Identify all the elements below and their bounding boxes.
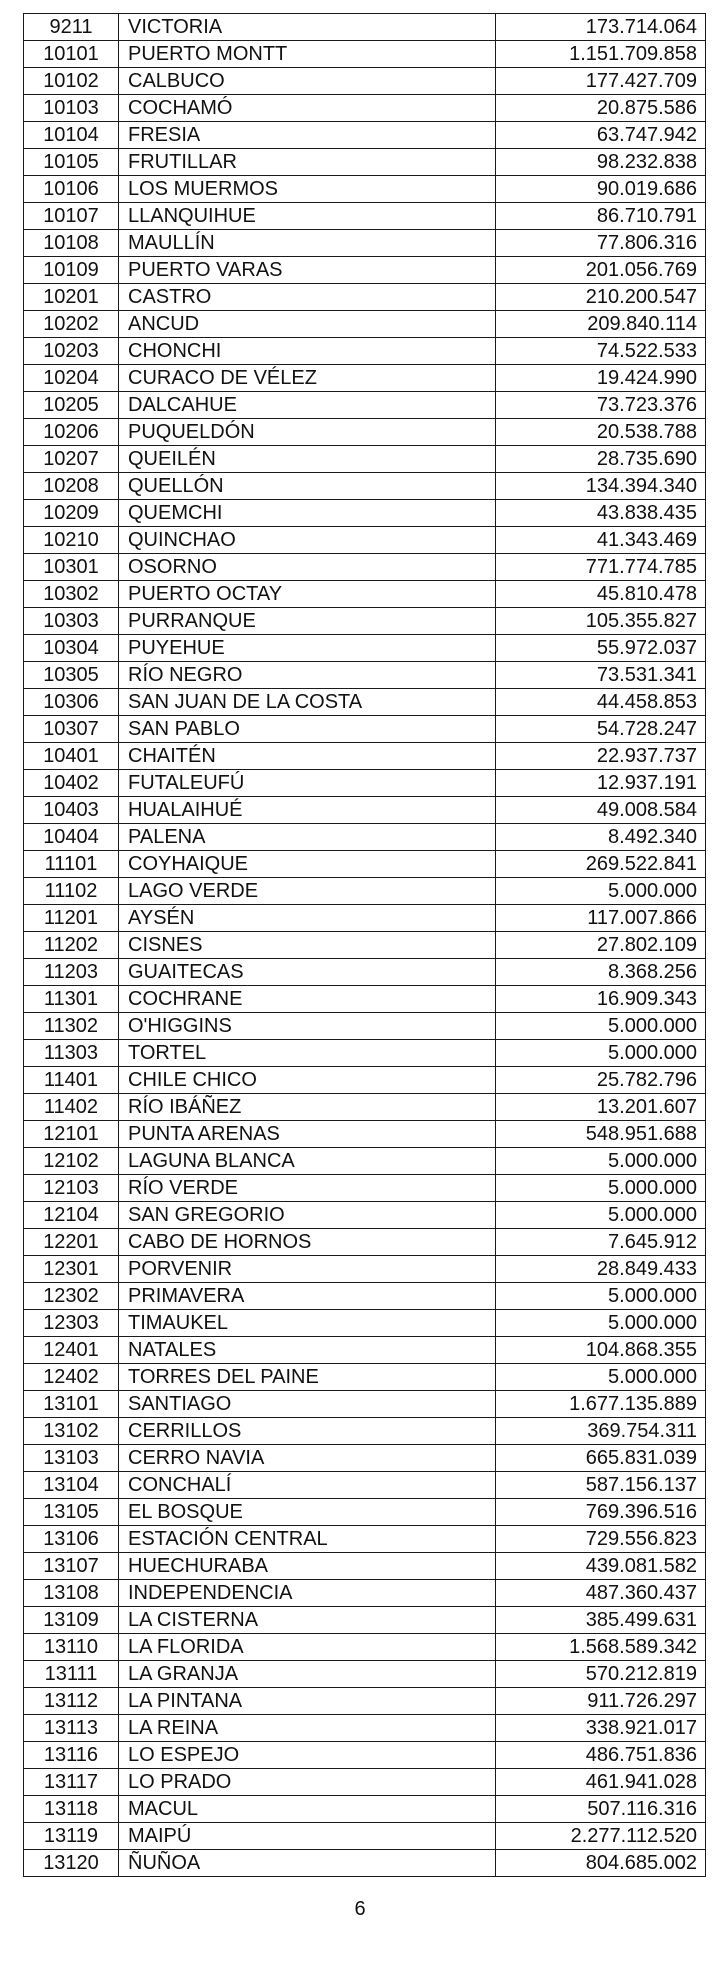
amount-cell: 19.424.990 bbox=[496, 365, 706, 392]
table-row bbox=[24, 1418, 706, 1445]
table-row bbox=[24, 1715, 706, 1742]
amount-cell: 13.201.607 bbox=[496, 1094, 706, 1121]
table-row bbox=[24, 1040, 706, 1067]
amount-cell: 771.774.785 bbox=[496, 554, 706, 581]
commune-code-cell: 11202 bbox=[24, 932, 119, 959]
commune-code-cell: 11203 bbox=[24, 959, 119, 986]
commune-name-cell: CHILE CHICO bbox=[119, 1067, 496, 1094]
table-row bbox=[24, 1742, 706, 1769]
amount-cell: 28.735.690 bbox=[496, 446, 706, 473]
amount-cell: 486.751.836 bbox=[496, 1742, 706, 1769]
amount-cell: 5.000.000 bbox=[496, 1283, 706, 1310]
table-row bbox=[24, 500, 706, 527]
table-row bbox=[24, 1256, 706, 1283]
table-row bbox=[24, 284, 706, 311]
commune-code-cell: 10304 bbox=[24, 635, 119, 662]
amount-cell: 43.838.435 bbox=[496, 500, 706, 527]
amount-cell: 385.499.631 bbox=[496, 1607, 706, 1634]
page-number: 6 bbox=[354, 1898, 366, 1920]
commune-code-cell: 11302 bbox=[24, 1013, 119, 1040]
commune-name-cell: CERRILLOS bbox=[119, 1418, 496, 1445]
commune-name-cell: COCHAMÓ bbox=[119, 95, 496, 122]
amount-cell: 74.522.533 bbox=[496, 338, 706, 365]
table-row bbox=[24, 797, 706, 824]
table-row bbox=[24, 1661, 706, 1688]
commune-code-cell: 10307 bbox=[24, 716, 119, 743]
table-row bbox=[24, 203, 706, 230]
commune-name-cell: PUERTO VARAS bbox=[119, 257, 496, 284]
amount-cell: 16.909.343 bbox=[496, 986, 706, 1013]
commune-name-cell: EL BOSQUE bbox=[119, 1499, 496, 1526]
commune-name-cell: CABO DE HORNOS bbox=[119, 1229, 496, 1256]
table-row bbox=[24, 1391, 706, 1418]
amount-cell: 769.396.516 bbox=[496, 1499, 706, 1526]
commune-code-cell: 11402 bbox=[24, 1094, 119, 1121]
commune-code-cell: 13105 bbox=[24, 1499, 119, 1526]
table-row bbox=[24, 14, 706, 41]
amount-cell: 5.000.000 bbox=[496, 1148, 706, 1175]
commune-code-cell: 10306 bbox=[24, 689, 119, 716]
table-row bbox=[24, 1634, 706, 1661]
amount-cell: 63.747.942 bbox=[496, 122, 706, 149]
amount-cell: 77.806.316 bbox=[496, 230, 706, 257]
commune-name-cell: CHONCHI bbox=[119, 338, 496, 365]
commune-code-cell: 11303 bbox=[24, 1040, 119, 1067]
amount-cell: 5.000.000 bbox=[496, 1013, 706, 1040]
amount-cell: 41.343.469 bbox=[496, 527, 706, 554]
commune-name-cell: CERRO NAVIA bbox=[119, 1445, 496, 1472]
amount-cell: 7.645.912 bbox=[496, 1229, 706, 1256]
table-row bbox=[24, 446, 706, 473]
table-row bbox=[24, 338, 706, 365]
table-row bbox=[24, 1688, 706, 1715]
table-row bbox=[24, 608, 706, 635]
commune-name-cell: LO PRADO bbox=[119, 1769, 496, 1796]
commune-code-cell: 11102 bbox=[24, 878, 119, 905]
commune-code-cell: 13104 bbox=[24, 1472, 119, 1499]
table-row bbox=[24, 41, 706, 68]
table-row bbox=[24, 176, 706, 203]
commune-name-cell: PUQUELDÓN bbox=[119, 419, 496, 446]
commune-name-cell: QUEILÉN bbox=[119, 446, 496, 473]
commune-name-cell: SANTIAGO bbox=[119, 1391, 496, 1418]
commune-code-cell: 10102 bbox=[24, 68, 119, 95]
commune-name-cell: LOS MUERMOS bbox=[119, 176, 496, 203]
amount-cell: 911.726.297 bbox=[496, 1688, 706, 1715]
commune-name-cell: QUINCHAO bbox=[119, 527, 496, 554]
table-row bbox=[24, 257, 706, 284]
commune-name-cell: FRUTILLAR bbox=[119, 149, 496, 176]
commune-name-cell: FUTALEUFÚ bbox=[119, 770, 496, 797]
table-row bbox=[24, 95, 706, 122]
commune-name-cell: DALCAHUE bbox=[119, 392, 496, 419]
amount-cell: 461.941.028 bbox=[496, 1769, 706, 1796]
amount-cell: 86.710.791 bbox=[496, 203, 706, 230]
commune-code-cell: 10208 bbox=[24, 473, 119, 500]
table-row bbox=[24, 1823, 706, 1850]
commune-code-cell: 13111 bbox=[24, 1661, 119, 1688]
amount-cell: 45.810.478 bbox=[496, 581, 706, 608]
amount-cell: 20.538.788 bbox=[496, 419, 706, 446]
commune-code-cell: 13108 bbox=[24, 1580, 119, 1607]
commune-code-cell: 13103 bbox=[24, 1445, 119, 1472]
amount-cell: 5.000.000 bbox=[496, 1175, 706, 1202]
commune-name-cell: ÑUÑOA bbox=[119, 1850, 496, 1877]
table-row bbox=[24, 1310, 706, 1337]
commune-code-cell: 13112 bbox=[24, 1688, 119, 1715]
commune-name-cell: SAN GREGORIO bbox=[119, 1202, 496, 1229]
commune-code-cell: 13113 bbox=[24, 1715, 119, 1742]
commune-name-cell: COYHAIQUE bbox=[119, 851, 496, 878]
amount-cell: 8.368.256 bbox=[496, 959, 706, 986]
table-row bbox=[24, 689, 706, 716]
commune-name-cell: QUEMCHI bbox=[119, 500, 496, 527]
amount-cell: 25.782.796 bbox=[496, 1067, 706, 1094]
commune-name-cell: SAN PABLO bbox=[119, 716, 496, 743]
commune-code-cell: 10204 bbox=[24, 365, 119, 392]
commune-code-cell: 10104 bbox=[24, 122, 119, 149]
table-row bbox=[24, 122, 706, 149]
commune-code-cell: 10404 bbox=[24, 824, 119, 851]
table-row bbox=[24, 1553, 706, 1580]
commune-name-cell: FRESIA bbox=[119, 122, 496, 149]
amount-cell: 49.008.584 bbox=[496, 797, 706, 824]
amount-cell: 209.840.114 bbox=[496, 311, 706, 338]
commune-code-cell: 11401 bbox=[24, 1067, 119, 1094]
table-row bbox=[24, 1526, 706, 1553]
table-row bbox=[24, 527, 706, 554]
table-row bbox=[24, 905, 706, 932]
amount-cell: 269.522.841 bbox=[496, 851, 706, 878]
amount-cell: 369.754.311 bbox=[496, 1418, 706, 1445]
amount-cell: 1.568.589.342 bbox=[496, 1634, 706, 1661]
amount-cell: 8.492.340 bbox=[496, 824, 706, 851]
table-row bbox=[24, 311, 706, 338]
commune-name-cell: MAULLÍN bbox=[119, 230, 496, 257]
commune-name-cell: CURACO DE VÉLEZ bbox=[119, 365, 496, 392]
commune-code-cell: 12401 bbox=[24, 1337, 119, 1364]
table-row bbox=[24, 743, 706, 770]
commune-name-cell: GUAITECAS bbox=[119, 959, 496, 986]
table-row bbox=[24, 716, 706, 743]
commune-name-cell: LA REINA bbox=[119, 1715, 496, 1742]
commune-code-cell: 10207 bbox=[24, 446, 119, 473]
amount-cell: 5.000.000 bbox=[496, 1364, 706, 1391]
amount-cell: 487.360.437 bbox=[496, 1580, 706, 1607]
commune-code-cell: 12402 bbox=[24, 1364, 119, 1391]
commune-code-cell: 10301 bbox=[24, 554, 119, 581]
amount-cell: 28.849.433 bbox=[496, 1256, 706, 1283]
amount-cell: 177.427.709 bbox=[496, 68, 706, 95]
commune-code-cell: 10402 bbox=[24, 770, 119, 797]
table-row bbox=[24, 1607, 706, 1634]
table-row bbox=[24, 554, 706, 581]
commune-code-cell: 13120 bbox=[24, 1850, 119, 1877]
commune-name-cell: MACUL bbox=[119, 1796, 496, 1823]
commune-code-cell: 10103 bbox=[24, 95, 119, 122]
commune-code-cell: 13118 bbox=[24, 1796, 119, 1823]
commune-name-cell: PORVENIR bbox=[119, 1256, 496, 1283]
table-row bbox=[24, 1337, 706, 1364]
commune-name-cell: TIMAUKEL bbox=[119, 1310, 496, 1337]
commune-code-cell: 13101 bbox=[24, 1391, 119, 1418]
table-row bbox=[24, 932, 706, 959]
commune-code-cell: 11301 bbox=[24, 986, 119, 1013]
commune-name-cell: PUYEHUE bbox=[119, 635, 496, 662]
commune-code-cell: 13119 bbox=[24, 1823, 119, 1850]
commune-code-cell: 13109 bbox=[24, 1607, 119, 1634]
commune-name-cell: LO ESPEJO bbox=[119, 1742, 496, 1769]
commune-name-cell: TORTEL bbox=[119, 1040, 496, 1067]
commune-code-cell: 12102 bbox=[24, 1148, 119, 1175]
commune-code-cell: 10201 bbox=[24, 284, 119, 311]
commune-code-cell: 10403 bbox=[24, 797, 119, 824]
table-row bbox=[24, 392, 706, 419]
amount-cell: 338.921.017 bbox=[496, 1715, 706, 1742]
table-row bbox=[24, 1850, 706, 1877]
table-row bbox=[24, 1094, 706, 1121]
commune-code-cell: 11101 bbox=[24, 851, 119, 878]
commune-name-cell: PUERTO MONTT bbox=[119, 41, 496, 68]
amount-cell: 73.723.376 bbox=[496, 392, 706, 419]
commune-name-cell: QUELLÓN bbox=[119, 473, 496, 500]
commune-code-cell: 11201 bbox=[24, 905, 119, 932]
commune-name-cell: TORRES DEL PAINE bbox=[119, 1364, 496, 1391]
amount-cell: 201.056.769 bbox=[496, 257, 706, 284]
commune-name-cell: LA PINTANA bbox=[119, 1688, 496, 1715]
commune-name-cell: PRIMAVERA bbox=[119, 1283, 496, 1310]
amount-cell: 729.556.823 bbox=[496, 1526, 706, 1553]
commune-name-cell: LAGO VERDE bbox=[119, 878, 496, 905]
commune-name-cell: AYSÉN bbox=[119, 905, 496, 932]
commune-code-cell: 12301 bbox=[24, 1256, 119, 1283]
amount-cell: 548.951.688 bbox=[496, 1121, 706, 1148]
table-row bbox=[24, 149, 706, 176]
commune-name-cell: HUALAIHUÉ bbox=[119, 797, 496, 824]
amount-cell: 570.212.819 bbox=[496, 1661, 706, 1688]
commune-code-cell: 10205 bbox=[24, 392, 119, 419]
commune-name-cell: RÍO NEGRO bbox=[119, 662, 496, 689]
amount-cell: 507.116.316 bbox=[496, 1796, 706, 1823]
commune-name-cell: CALBUCO bbox=[119, 68, 496, 95]
commune-code-cell: 10209 bbox=[24, 500, 119, 527]
amount-cell: 117.007.866 bbox=[496, 905, 706, 932]
commune-allocation-table bbox=[23, 13, 706, 1877]
table-body bbox=[24, 14, 706, 1877]
amount-cell: 804.685.002 bbox=[496, 1850, 706, 1877]
commune-code-cell: 10305 bbox=[24, 662, 119, 689]
commune-name-cell: PUNTA ARENAS bbox=[119, 1121, 496, 1148]
amount-cell: 22.937.737 bbox=[496, 743, 706, 770]
amount-cell: 5.000.000 bbox=[496, 1202, 706, 1229]
commune-name-cell: CISNES bbox=[119, 932, 496, 959]
table-row bbox=[24, 365, 706, 392]
table-row bbox=[24, 824, 706, 851]
commune-name-cell: COCHRANE bbox=[119, 986, 496, 1013]
amount-cell: 54.728.247 bbox=[496, 716, 706, 743]
amount-cell: 44.458.853 bbox=[496, 689, 706, 716]
commune-code-cell: 13110 bbox=[24, 1634, 119, 1661]
amount-cell: 98.232.838 bbox=[496, 149, 706, 176]
table-row bbox=[24, 662, 706, 689]
amount-cell: 12.937.191 bbox=[496, 770, 706, 797]
commune-code-cell: 12104 bbox=[24, 1202, 119, 1229]
commune-name-cell: LA FLORIDA bbox=[119, 1634, 496, 1661]
commune-name-cell: CONCHALÍ bbox=[119, 1472, 496, 1499]
amount-cell: 20.875.586 bbox=[496, 95, 706, 122]
amount-cell: 665.831.039 bbox=[496, 1445, 706, 1472]
commune-code-cell: 12302 bbox=[24, 1283, 119, 1310]
table-row bbox=[24, 419, 706, 446]
commune-name-cell: LA GRANJA bbox=[119, 1661, 496, 1688]
commune-code-cell: 13116 bbox=[24, 1742, 119, 1769]
table-row bbox=[24, 1769, 706, 1796]
table-row bbox=[24, 68, 706, 95]
commune-code-cell: 10302 bbox=[24, 581, 119, 608]
commune-name-cell: CASTRO bbox=[119, 284, 496, 311]
commune-code-cell: 12303 bbox=[24, 1310, 119, 1337]
commune-name-cell: RÍO VERDE bbox=[119, 1175, 496, 1202]
commune-name-cell: PALENA bbox=[119, 824, 496, 851]
amount-cell: 73.531.341 bbox=[496, 662, 706, 689]
table-row bbox=[24, 770, 706, 797]
commune-code-cell: 10210 bbox=[24, 527, 119, 554]
commune-code-cell: 10202 bbox=[24, 311, 119, 338]
commune-name-cell: LA CISTERNA bbox=[119, 1607, 496, 1634]
table-row bbox=[24, 473, 706, 500]
table-row bbox=[24, 1229, 706, 1256]
commune-name-cell: PUERTO OCTAY bbox=[119, 581, 496, 608]
commune-name-cell: PURRANQUE bbox=[119, 608, 496, 635]
commune-code-cell: 12101 bbox=[24, 1121, 119, 1148]
commune-code-cell: 12103 bbox=[24, 1175, 119, 1202]
commune-code-cell: 12201 bbox=[24, 1229, 119, 1256]
amount-cell: 105.355.827 bbox=[496, 608, 706, 635]
table-row bbox=[24, 230, 706, 257]
amount-cell: 439.081.582 bbox=[496, 1553, 706, 1580]
table-row bbox=[24, 1148, 706, 1175]
commune-name-cell: ANCUD bbox=[119, 311, 496, 338]
commune-name-cell: NATALES bbox=[119, 1337, 496, 1364]
commune-code-cell: 10107 bbox=[24, 203, 119, 230]
table-row bbox=[24, 1121, 706, 1148]
commune-name-cell: MAIPÚ bbox=[119, 1823, 496, 1850]
commune-name-cell: LLANQUIHUE bbox=[119, 203, 496, 230]
commune-code-cell: 13106 bbox=[24, 1526, 119, 1553]
table-row bbox=[24, 959, 706, 986]
commune-code-cell: 10101 bbox=[24, 41, 119, 68]
table-row bbox=[24, 581, 706, 608]
amount-cell: 173.714.064 bbox=[496, 14, 706, 41]
amount-cell: 134.394.340 bbox=[496, 473, 706, 500]
table-row bbox=[24, 1013, 706, 1040]
commune-name-cell: ESTACIÓN CENTRAL bbox=[119, 1526, 496, 1553]
commune-code-cell: 9211 bbox=[24, 14, 119, 41]
table-row bbox=[24, 1067, 706, 1094]
amount-cell: 1.677.135.889 bbox=[496, 1391, 706, 1418]
commune-code-cell: 13117 bbox=[24, 1769, 119, 1796]
amount-cell: 55.972.037 bbox=[496, 635, 706, 662]
commune-code-cell: 10105 bbox=[24, 149, 119, 176]
commune-name-cell: SAN JUAN DE LA COSTA bbox=[119, 689, 496, 716]
table-row bbox=[24, 878, 706, 905]
commune-code-cell: 10109 bbox=[24, 257, 119, 284]
commune-name-cell: O'HIGGINS bbox=[119, 1013, 496, 1040]
commune-code-cell: 10303 bbox=[24, 608, 119, 635]
table-row bbox=[24, 1364, 706, 1391]
commune-code-cell: 10106 bbox=[24, 176, 119, 203]
commune-name-cell: LAGUNA BLANCA bbox=[119, 1148, 496, 1175]
commune-name-cell: INDEPENDENCIA bbox=[119, 1580, 496, 1607]
amount-cell: 210.200.547 bbox=[496, 284, 706, 311]
table-row bbox=[24, 1445, 706, 1472]
amount-cell: 5.000.000 bbox=[496, 1040, 706, 1067]
commune-code-cell: 13107 bbox=[24, 1553, 119, 1580]
table-row bbox=[24, 1283, 706, 1310]
amount-cell: 5.000.000 bbox=[496, 878, 706, 905]
commune-code-cell: 10401 bbox=[24, 743, 119, 770]
commune-name-cell: HUECHURABA bbox=[119, 1553, 496, 1580]
amount-cell: 5.000.000 bbox=[496, 1310, 706, 1337]
amount-cell: 1.151.709.858 bbox=[496, 41, 706, 68]
table-row bbox=[24, 1499, 706, 1526]
table-row bbox=[24, 1472, 706, 1499]
commune-code-cell: 10203 bbox=[24, 338, 119, 365]
amount-cell: 2.277.112.520 bbox=[496, 1823, 706, 1850]
amount-cell: 90.019.686 bbox=[496, 176, 706, 203]
commune-name-cell: OSORNO bbox=[119, 554, 496, 581]
table-row bbox=[24, 635, 706, 662]
commune-name-cell: VICTORIA bbox=[119, 14, 496, 41]
commune-code-cell: 10108 bbox=[24, 230, 119, 257]
table-row bbox=[24, 1796, 706, 1823]
table-row bbox=[24, 851, 706, 878]
table-row bbox=[24, 986, 706, 1013]
amount-cell: 104.868.355 bbox=[496, 1337, 706, 1364]
table-row bbox=[24, 1580, 706, 1607]
table-row bbox=[24, 1202, 706, 1229]
amount-cell: 587.156.137 bbox=[496, 1472, 706, 1499]
commune-code-cell: 13102 bbox=[24, 1418, 119, 1445]
commune-name-cell: CHAITÉN bbox=[119, 743, 496, 770]
commune-code-cell: 10206 bbox=[24, 419, 119, 446]
commune-name-cell: RÍO IBÁÑEZ bbox=[119, 1094, 496, 1121]
table-row bbox=[24, 1175, 706, 1202]
amount-cell: 27.802.109 bbox=[496, 932, 706, 959]
